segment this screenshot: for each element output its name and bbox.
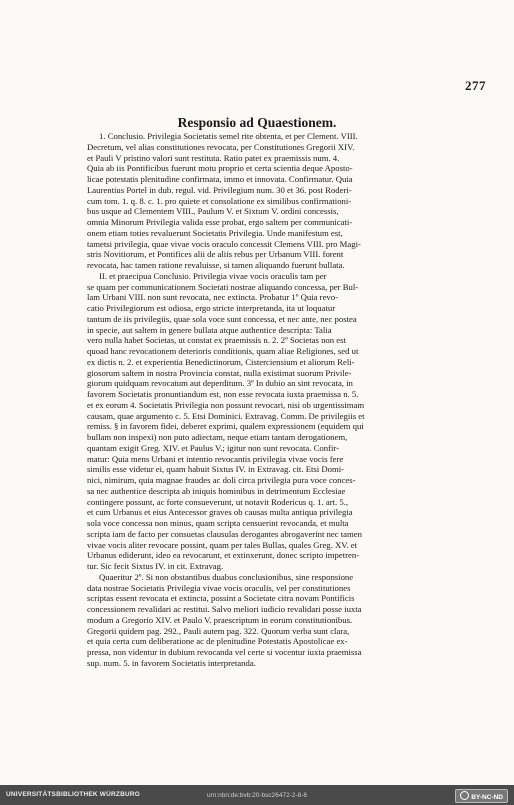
text-line: sa nec authentice descripta ab iniquis hominibus in detrimentum Ecclesiae xyxy=(87,485,346,496)
text-line: cum tom. 1. q. 8. c. 1. pro quiete et consolatione ex similibus confirmationi- xyxy=(87,195,352,206)
creative-commons-icon xyxy=(460,791,469,800)
text-line: matur: Quia mens Urbani et intentio revocantis privilegia vivae vocis fere xyxy=(87,453,344,464)
text-line: et cum Urbanus et eius Antecessor graves ob causas multa antiqua privilegia xyxy=(87,507,353,518)
text-line: vivae vocis aliter revocare possint, quam per tales Bullas, quales Greg. XV. et xyxy=(87,539,358,550)
text-line: remiss. § in favorem fidei, deberet exprimi, qualem expressionem (equidem qui xyxy=(87,421,364,432)
text-line: lam Urbani VIII. non sunt revocata, nec extincta. Probatur 1º Quia revo- xyxy=(87,292,339,303)
text-line: tantum de iis privilegiis, quae sola voce sunt concessa, et nec ante, nec postea xyxy=(87,313,357,324)
text-line: data nostrae Societatis Privilegia vivae vocis oraculis, vel per constitutiones xyxy=(87,582,351,593)
page-number: 277 xyxy=(465,78,486,93)
text-line: modum a Gregorio XIV. et Paulo V. praescriptum in eorum constitutionibus. xyxy=(87,614,353,625)
text-line: nici, nimirum, quia magnae fraudes ac doli circa privilegia pura voce conces- xyxy=(87,475,356,485)
text-line: similis esse videtur ei, quam habuit Sixtus IV. in Extravag. cit. Etsi Domi- xyxy=(87,464,345,475)
text-line: et ex eorum 4. Societatis Privilegia non possunt revocari, nisi ob urgentissimam xyxy=(87,399,365,410)
text-line: sola voce concessa non minus, quam scripta censuerint revocanda, et multa xyxy=(87,518,349,528)
section-heading: Responsio ad Quaestionem. xyxy=(177,115,337,130)
body-text xyxy=(87,131,457,669)
text-line: sup. num. 5. in favorem Societatis interpretanda. xyxy=(87,657,256,668)
text-line: ex dictis n. 2. et experientia Benedictinorum, Cisterciensium et aliorum Reli- xyxy=(87,356,355,367)
text-line: giosorum saltem in nostra Provincia constat, nulla existimat suorum Privile- xyxy=(87,367,352,378)
text-line: causam, quae argumento c. 5. Etsi Dominici. Extravag. Comm. De privilegiis et xyxy=(87,410,365,421)
text-line: omnia Minorum Privilegia valida esse probat, ergo saltem per communicati- xyxy=(87,217,353,227)
text-line: stris Novitiorum, et Pontifices alii de aliis rebus per Urbanum VIII. forent xyxy=(87,249,344,260)
text-line: Quia ab iis Pontificibus fuerunt motu proprio et certa scientia deque Aposto- xyxy=(87,163,353,174)
text-line: onem etiam toties revaluerunt Societatis Privilegia. Unde manifestum est, xyxy=(87,227,343,238)
text-line: Quaeritur 2º. Si non obstantibus duabus conclusionibus, sine responsione xyxy=(99,571,354,582)
text-line: licae potestatis plenitudine confirmata, immo et innovata. Confirmatur. Quia xyxy=(87,174,353,184)
text-line: Gregorii quidem pag. 292., Pauli autem pag. 322. Quorum verba sunt clara, xyxy=(87,625,350,636)
text-line: vero nulla habet Societas, ut constat ex praemissis n. 2. 2º Societas non est xyxy=(87,335,346,346)
license-badge xyxy=(455,789,508,803)
footer-bar xyxy=(0,785,514,805)
text-line: II. et praecipua Conclusio. Privilegia vivae vocis oraculis tam per xyxy=(99,270,327,281)
text-line: concessionem revalidari ac restitui. Salvo meliori iudicio revalidari posse iuxta xyxy=(87,604,362,614)
text-line: pressa, non videntur in dubium revocanda vel certe si vocentur iuxta praemissa xyxy=(87,647,362,657)
text-line: favorem Societatis pronuntiandum est, non esse revocata iuxta praemissa n. 5. xyxy=(87,389,359,399)
text-line: Decretum, vel alias constitutiones revocata, per Constitutiones Gregorii XIV. xyxy=(87,141,355,152)
text-line: bus usque ad Clementem VIII., Paulum V. et Sixtum V. ordini concessis, xyxy=(87,206,339,217)
text-line: giorum quidquam revocatum aut deperditum. 3º In dubio an sint revocata, in xyxy=(87,378,353,389)
text-line: scriptas essent revocata et extincta, possint a Societate citra novam Pontificis xyxy=(87,593,355,604)
text-line: se quam per communicationem Societati nostrae aliquando concessa, per Bul- xyxy=(87,281,359,292)
text-line: revocata, hac tamen ratione revaluisse, si tamen aliquando fuerunt bullata. xyxy=(87,260,345,270)
text-line: et quia certa cum deliberatione ac de plenitudine Potestatis Apostolicae ex- xyxy=(87,636,348,647)
text-line: bullam non inspexi) non puto adiectam, neque etiam tantam derogationem, xyxy=(87,432,348,442)
text-line: quoad hanc revocationem deterioris conditionis, quam aliae Religiones, sed ut xyxy=(87,346,359,356)
license-label: BY-NC-ND xyxy=(471,794,503,801)
text-line: catio Privilegiorum est odiosa, ergo stricte interpretanda, ita ut loquatur xyxy=(87,303,336,313)
urn-identifier: urn:nbn:de:bvb:20-bsc26472-2-8-6 xyxy=(206,792,308,799)
library-logo-text: UNIVERSITÄTSBIBLIOTHEK WÜRZBURG xyxy=(6,791,141,798)
text-line: contingere possunt, ac forte consueverunt, ut notavit Rodericus q. 1. art. 5., xyxy=(87,496,349,507)
text-line: Laurentius Portel in dub. regul. vid. Privilegium num. 30 et 36. post Roderi- xyxy=(87,184,352,195)
text-line: tametsi privilegia, quae vivae vocis oraculo concessit Clemens VIII. pro Magi- xyxy=(87,238,361,249)
text-line: 1. Conclusio. Privilegia Societatis semel rite obtenta, et per Clement. VIII. xyxy=(99,131,358,141)
text-line: quantam exigit Greg. XIV. et Paulus V.; igitur non sunt revocata. Confir- xyxy=(87,442,339,453)
text-line: et Pauli V pristino valori sunt restituta. Ratio patet ex praemissis num. 4. xyxy=(87,152,340,163)
text-line: scripta iam de facto per consuetas clausulas derogantes abrogaverint nec tamen xyxy=(87,528,362,539)
text-line: Urbanus ediderunt, ideo ea revocarunt, et extinxerunt, donec scripto impetren- xyxy=(87,550,360,561)
text-line: tur. Sic fecit Sixtus IV. in cit. Extravag. xyxy=(87,561,224,571)
text-line: in specie, aut saltem in genere bullata atque authentice descripta: Talia xyxy=(87,324,332,335)
